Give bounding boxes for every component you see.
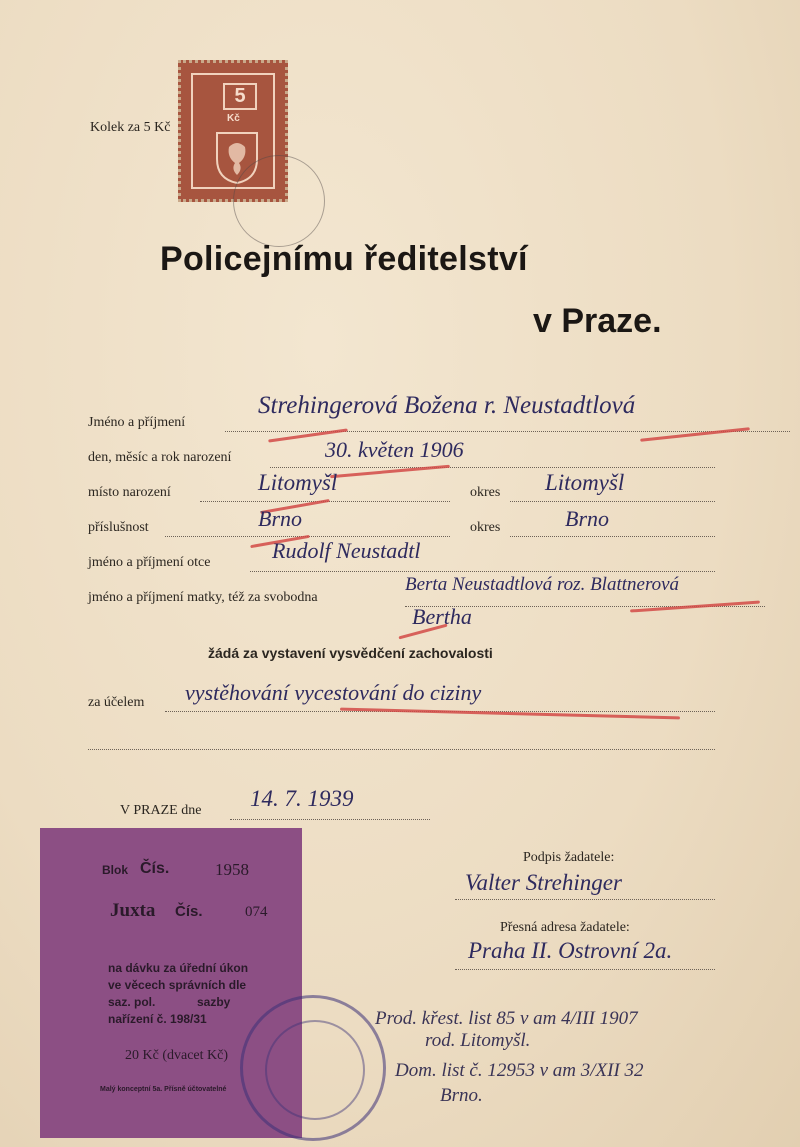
birth-date-label: den, měsíc a rok narození (88, 450, 232, 465)
father-value: Rudolf Neustadtl (272, 538, 421, 563)
note-line4: Brno. (440, 1085, 483, 1106)
receipt-blok-number: 1958 (215, 860, 249, 879)
birthplace-label: místo narození (88, 485, 171, 500)
mother-label: jméno a příjmení matky, též za svobodna (88, 590, 318, 605)
birth-district-value: Litomyšl (545, 470, 625, 495)
signature-label: Podpis žadatele: (523, 850, 615, 865)
father-label: jméno a příjmení otce (88, 555, 211, 570)
request-text: žádá za vystavení vysvědčení zachovalosti (208, 645, 493, 661)
postmark (233, 155, 325, 247)
receipt-cis-label-2: Čís. (175, 903, 203, 920)
mother-correction: Bertha (412, 604, 472, 629)
domicile-value: Brno (258, 506, 302, 531)
note-line3: Dom. list č. 12953 v am 3/XII 32 (395, 1060, 644, 1081)
receipt-juxta-number: 074 (245, 904, 268, 920)
mother-value: Berta Neustadtlová roz. Blattnerová (405, 574, 680, 595)
name-label: Jméno a příjmení (88, 415, 186, 430)
birth-date-dotline (270, 466, 715, 468)
purpose-value: vystěhování vycestování do ciziny (185, 680, 482, 705)
birth-district-dotline (510, 500, 715, 502)
place-date-label: V PRAZE dne (120, 803, 202, 818)
receipt-footer: Malý konceptní 5a. Přísně účtovatelné (100, 1086, 227, 1093)
date-value: 14. 7. 1939 (250, 786, 354, 811)
note-line1: Prod. křest. list 85 v am 4/III 1907 (375, 1008, 638, 1029)
domicile-label: příslušnost (88, 520, 149, 535)
purpose-label: za účelem (88, 695, 145, 710)
page-title-line2: v Praze. (533, 302, 662, 340)
domicile-district-value: Brno (565, 506, 609, 531)
address-dotline (455, 968, 715, 970)
date-dotline (230, 818, 430, 820)
address-label: Přesná adresa žadatele: (500, 920, 630, 935)
receipt-line2: ve věcech správních dle (108, 978, 247, 992)
receipt-blok-label: Blok (102, 863, 129, 877)
receipt-line1: na dávku za úřední úkon (108, 961, 249, 975)
domicile-district-label: okres (470, 520, 501, 535)
official-seal (240, 995, 386, 1141)
stamp-label: Kolek za 5 Kč (90, 120, 171, 135)
receipt-juxta-label: Juxta (110, 900, 156, 921)
receipt-line3b: sazby (197, 995, 231, 1009)
receipt-price: 20 Kč (dvacet Kč) (125, 1048, 229, 1063)
stamp-currency: Kč (227, 113, 240, 124)
father-dotline (250, 570, 715, 572)
birthplace-value: Litomyšl (258, 470, 338, 495)
domicile-district-dotline (510, 535, 715, 537)
receipt-cis-label: Čís. (140, 860, 170, 877)
birth-date-value: 30. květen 1906 (325, 437, 464, 462)
purpose-dotline-2 (88, 748, 715, 750)
address-value: Praha II. Ostrovní 2a. (468, 938, 673, 963)
signature-dotline (455, 898, 715, 900)
receipt-line4: nařízení č. 198/31 (108, 1012, 207, 1026)
name-value: Strehingerová Božena r. Neustadtlová (258, 392, 636, 419)
stamp-value: 5 (223, 83, 257, 110)
note-line2: rod. Litomyšl. (425, 1030, 531, 1051)
page-title-line1: Policejnímu ředitelství (160, 240, 528, 278)
birth-district-label: okres (470, 485, 501, 500)
receipt-line3a: saz. pol. (108, 995, 156, 1009)
signature-value: Valter Strehinger (465, 870, 622, 895)
